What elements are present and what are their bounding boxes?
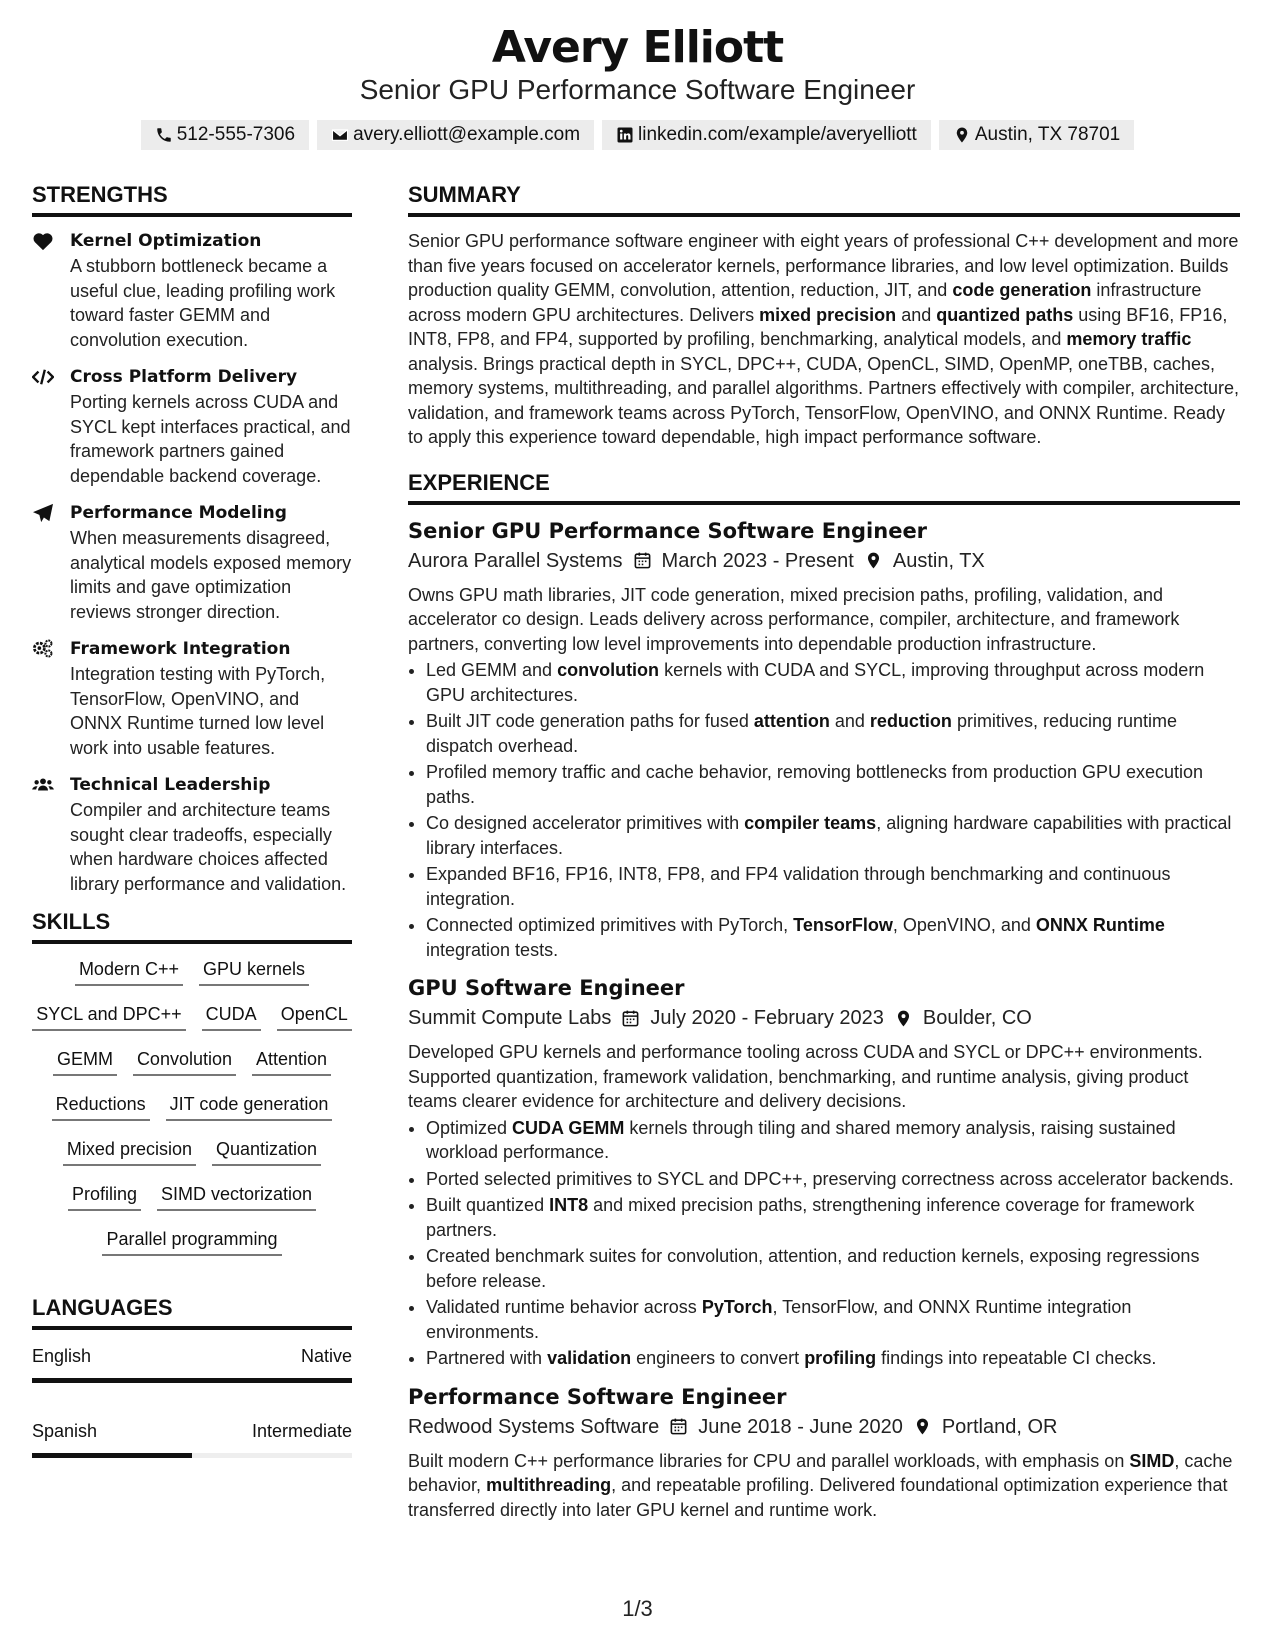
job-location: Austin, TX <box>892 549 985 572</box>
skill-tag: JIT code generation <box>166 1091 333 1121</box>
emphasis: attention <box>753 711 830 731</box>
job-title: GPU Software Engineer <box>408 976 685 1000</box>
language-bar <box>32 1453 352 1458</box>
skill-row <box>32 1001 352 1046</box>
emphasis: code generation <box>952 280 1092 300</box>
job-bullet: • Partnered with validation engineers to convert profiling findings into repeatable CI checks. <box>426 1346 1240 1371</box>
emphasis: ONNX Runtime <box>1035 915 1165 935</box>
job-bullet: • Built quantized INT8 and mixed precision paths, strengthening inference coverage for framework partners. <box>426 1193 1240 1242</box>
emphasis: validation <box>547 1348 632 1368</box>
emphasis: SIMD <box>1129 1450 1175 1471</box>
job-bullet: • Expanded BF16, FP16, INT8, FP8, and FP4 validation through benchmarking and continuous integration. <box>426 862 1240 911</box>
skill-tag: Mixed precision <box>63 1136 196 1166</box>
job-bullet: • Co designed accelerator primitives with compiler teams, aligning hardware capabilities with practical library interfaces. <box>426 811 1240 860</box>
skill-tag: Quantization <box>212 1136 321 1166</box>
linkedin-icon <box>616 126 634 144</box>
code-icon <box>32 367 54 387</box>
phone-icon <box>155 126 173 144</box>
emphasis: profiling <box>804 1348 877 1368</box>
language-name: Spanish <box>32 1421 98 1441</box>
strength-desc: Integration testing with PyTorch, TensorFlow, OpenVINO, and ONNX Runtime turned low level work into usable features. <box>70 664 326 758</box>
strength-name: Framework Integration <box>70 639 291 659</box>
job-meta <box>408 1004 1240 1032</box>
job-entry <box>408 974 1240 1371</box>
job-dates: July 2020 - February 2023 <box>650 1007 884 1029</box>
skill-tag: SIMD vectorization <box>157 1181 316 1211</box>
contact-linkedin[interactable] <box>602 120 931 150</box>
skill-tag: Convolution <box>133 1046 236 1076</box>
strength-desc: Porting kernels across CUDA and SYCL kept interfaces practical, and framework partners gained dependable backend coverage. <box>70 392 351 486</box>
job-dates: March 2023 - Present <box>661 549 854 572</box>
job-bullet: • Built JIT code generation paths for fused attention and reduction primitives, reducing runtime dispatch overhead. <box>426 709 1240 758</box>
language-name: English <box>32 1346 92 1366</box>
job-meta <box>408 547 1240 575</box>
strength-name: Kernel Optimization <box>70 231 262 251</box>
emphasis: convolution <box>557 660 660 680</box>
emphasis: INT8 <box>549 1195 589 1215</box>
language-row <box>32 1344 352 1368</box>
skills-list <box>32 956 352 1271</box>
strength-desc: Compiler and architecture teams sought clear tradeoffs, especially when hardware choices affected library performance and validation. <box>70 800 347 894</box>
location-pin-icon <box>953 126 971 144</box>
job-bullet: • Validated runtime behavior across PyTorch, TensorFlow, and ONNX Runtime integration environments. <box>426 1295 1240 1344</box>
skill-tag: Attention <box>252 1046 331 1076</box>
right-column <box>408 182 1240 1522</box>
job-location: Portland, OR <box>941 1415 1058 1438</box>
job-bullet: • Ported selected primitives to SYCL and DPC++, preserving correctness across accelerator backends. <box>426 1167 1240 1192</box>
summary-heading: SUMMARY <box>408 182 1240 217</box>
experience-list <box>408 517 1240 1523</box>
emphasis: CUDA GEMM <box>512 1117 625 1138</box>
heart-icon <box>32 231 54 251</box>
skill-row <box>32 956 352 1001</box>
skill-tag: Modern C++ <box>75 956 183 986</box>
strength-item <box>32 637 352 760</box>
emphasis: PyTorch <box>701 1297 773 1317</box>
strength-item <box>32 229 352 352</box>
strength-name: Performance Modeling <box>70 503 287 523</box>
candidate-name: Avery Elliott <box>491 22 784 73</box>
job-bullets <box>408 1116 1240 1371</box>
job-title: Performance Software Engineer <box>408 1384 787 1409</box>
skill-row <box>32 1091 352 1136</box>
skill-tag: GPU kernels <box>199 956 309 986</box>
emphasis: TensorFlow <box>793 915 893 935</box>
job-bullet: • Led GEMM and convolution kernels with CUDA and SYCL, improving throughput across modern GPU architectures. <box>426 658 1240 707</box>
skill-tag: GEMM <box>53 1046 117 1076</box>
strength-name: Technical Leadership <box>70 775 271 795</box>
skill-tag: CUDA <box>202 1001 261 1031</box>
language-level: Native <box>300 1346 352 1366</box>
location-pin-icon <box>913 1417 932 1436</box>
skill-tag: Parallel programming <box>102 1226 281 1256</box>
emphasis: memory traffic <box>1066 329 1192 349</box>
strength-item <box>32 501 352 624</box>
emphasis: mixed precision <box>759 304 897 325</box>
experience-heading: EXPERIENCE <box>408 470 1240 505</box>
envelope-icon <box>331 126 349 144</box>
strength-item <box>32 773 352 896</box>
emphasis: quantized paths <box>936 304 1074 325</box>
left-column <box>32 182 352 1458</box>
job-company: Summit Compute Labs <box>408 1007 612 1029</box>
skill-tag: Profiling <box>68 1181 141 1211</box>
job-description: Owns GPU math libraries, JIT code generation, mixed precision paths, profiling, validation, and accelerator co design. Leads delivery across performance, compiler, architecture, and framework partners, converting low level improvements into dependable production infrastructure. <box>408 584 1180 654</box>
languages-heading: LANGUAGES <box>32 1295 352 1330</box>
skill-row <box>32 1181 352 1226</box>
location-pin-icon <box>864 551 883 570</box>
calendar-icon <box>633 551 652 570</box>
emphasis: compiler teams <box>744 813 877 833</box>
job-entry <box>408 1383 1240 1523</box>
gears-icon <box>32 639 54 659</box>
contact-email-text: avery.elliott@example.com <box>353 124 581 145</box>
emphasis: reduction <box>869 711 952 731</box>
language-level: Intermediate <box>251 1421 352 1441</box>
page-number: 1/3 <box>622 1596 653 1621</box>
emphasis: multithreading <box>486 1475 612 1495</box>
skill-row <box>32 1226 352 1271</box>
skill-tag: SYCL and DPC++ <box>32 1001 185 1031</box>
job-bullet: • Profiled memory traffic and cache behavior, removing bottlenecks from production GPU execution paths. <box>426 760 1240 809</box>
contact-phone[interactable] <box>141 120 309 150</box>
job-company: Redwood Systems Software <box>408 1415 660 1438</box>
strength-item <box>32 365 352 488</box>
languages-list <box>32 1344 352 1458</box>
job-company: Aurora Parallel Systems <box>408 549 623 572</box>
strength-desc: When measurements disagreed, analytical models exposed memory limits and gave optimization reviews stronger direction. <box>70 528 352 622</box>
contact-location <box>939 120 1134 150</box>
strengths-heading: STRENGTHS <box>32 182 352 217</box>
skills-heading: SKILLS <box>32 909 352 944</box>
summary-text: Senior GPU performance software engineer with eight years of professional C++ development and more than five years focused on accelerator kernels, performance libraries, and low level optimization. Builds production quality GEMM, convolution, attention, reduction, JIT, and code generation infrastructure across modern GPU architectures. Delivers mixed precision and quantized paths using BF16, FP16, INT8, FP8, and FP4, supported by profiling, benchmarking, analytical models, and memory traffic analysis. Brings practical depth in SYCL, DPC++, CUDA, OpenCL, SIMD, OpenMP, oneTBB, caches, memory systems, multithreading, and parallel algorithms. Partners effectively with compiler, architecture, validation, and framework teams across PyTorch, TensorFlow, OpenVINO, and ONNX Runtime. Ready to apply this experience toward dependable, high impact performance software. <box>408 231 1239 447</box>
job-bullet: • Connected optimized primitives with PyTorch, TensorFlow, OpenVINO, and ONNX Runtime integration tests. <box>426 913 1240 962</box>
language-bar-fill <box>32 1378 352 1383</box>
job-location: Boulder, CO <box>922 1007 1032 1029</box>
job-meta <box>408 1413 1240 1441</box>
resume-header <box>0 20 1275 150</box>
skill-tag: Reductions <box>52 1091 150 1121</box>
strength-name: Cross Platform Delivery <box>70 367 298 387</box>
calendar-icon <box>669 1417 688 1436</box>
job-entry <box>408 517 1240 963</box>
job-description: Developed GPU kernels and performance tooling across CUDA and SYCL or DPC++ environments. Supported quantization, framework validation, benchmarking, and runtime analysis, giving product teams clearer evidence for architecture and delivery decisions. <box>408 1042 1203 1111</box>
contact-location-text: Austin, TX 78701 <box>974 124 1121 145</box>
paper-plane-icon <box>32 503 54 523</box>
job-description: Built modern C++ performance libraries for CPU and parallel workloads, with emphasis on SIMD, cache behavior, multithreading, and repeatable profiling. Delivered foundational optimization experience that transferred directly into later GPU kernel and runtime work. <box>408 1450 1233 1520</box>
job-dates: June 2018 - June 2020 <box>698 1415 903 1438</box>
contact-email[interactable] <box>317 120 594 150</box>
language-row <box>32 1419 352 1443</box>
language-bar <box>32 1378 352 1383</box>
job-bullet: • Optimized CUDA GEMM kernels through tiling and shared memory analysis, raising sustained workload performance. <box>426 1116 1240 1165</box>
users-icon <box>32 775 54 795</box>
language-bar-fill <box>32 1453 192 1458</box>
contact-bar <box>0 120 1275 150</box>
skill-row <box>32 1046 352 1091</box>
job-bullet: • Created benchmark suites for convolution, attention, and reduction kernels, exposing regressions before release. <box>426 1244 1240 1293</box>
contact-phone-text: 512-555-7306 <box>176 124 296 145</box>
strength-desc: A stubborn bottleneck became a useful clue, leading profiling work toward faster GEMM and convolution execution. <box>70 256 336 350</box>
job-title: Senior GPU Performance Software Engineer <box>408 518 928 543</box>
skill-tag: OpenCL <box>277 1001 352 1031</box>
contact-linkedin-text: linkedin.com/example/averyelliott <box>638 124 917 145</box>
skill-row <box>32 1136 352 1181</box>
candidate-title: Senior GPU Performance Software Engineer <box>359 74 916 105</box>
job-bullets <box>408 658 1240 962</box>
location-pin-icon <box>894 1009 913 1028</box>
calendar-icon <box>621 1009 640 1028</box>
